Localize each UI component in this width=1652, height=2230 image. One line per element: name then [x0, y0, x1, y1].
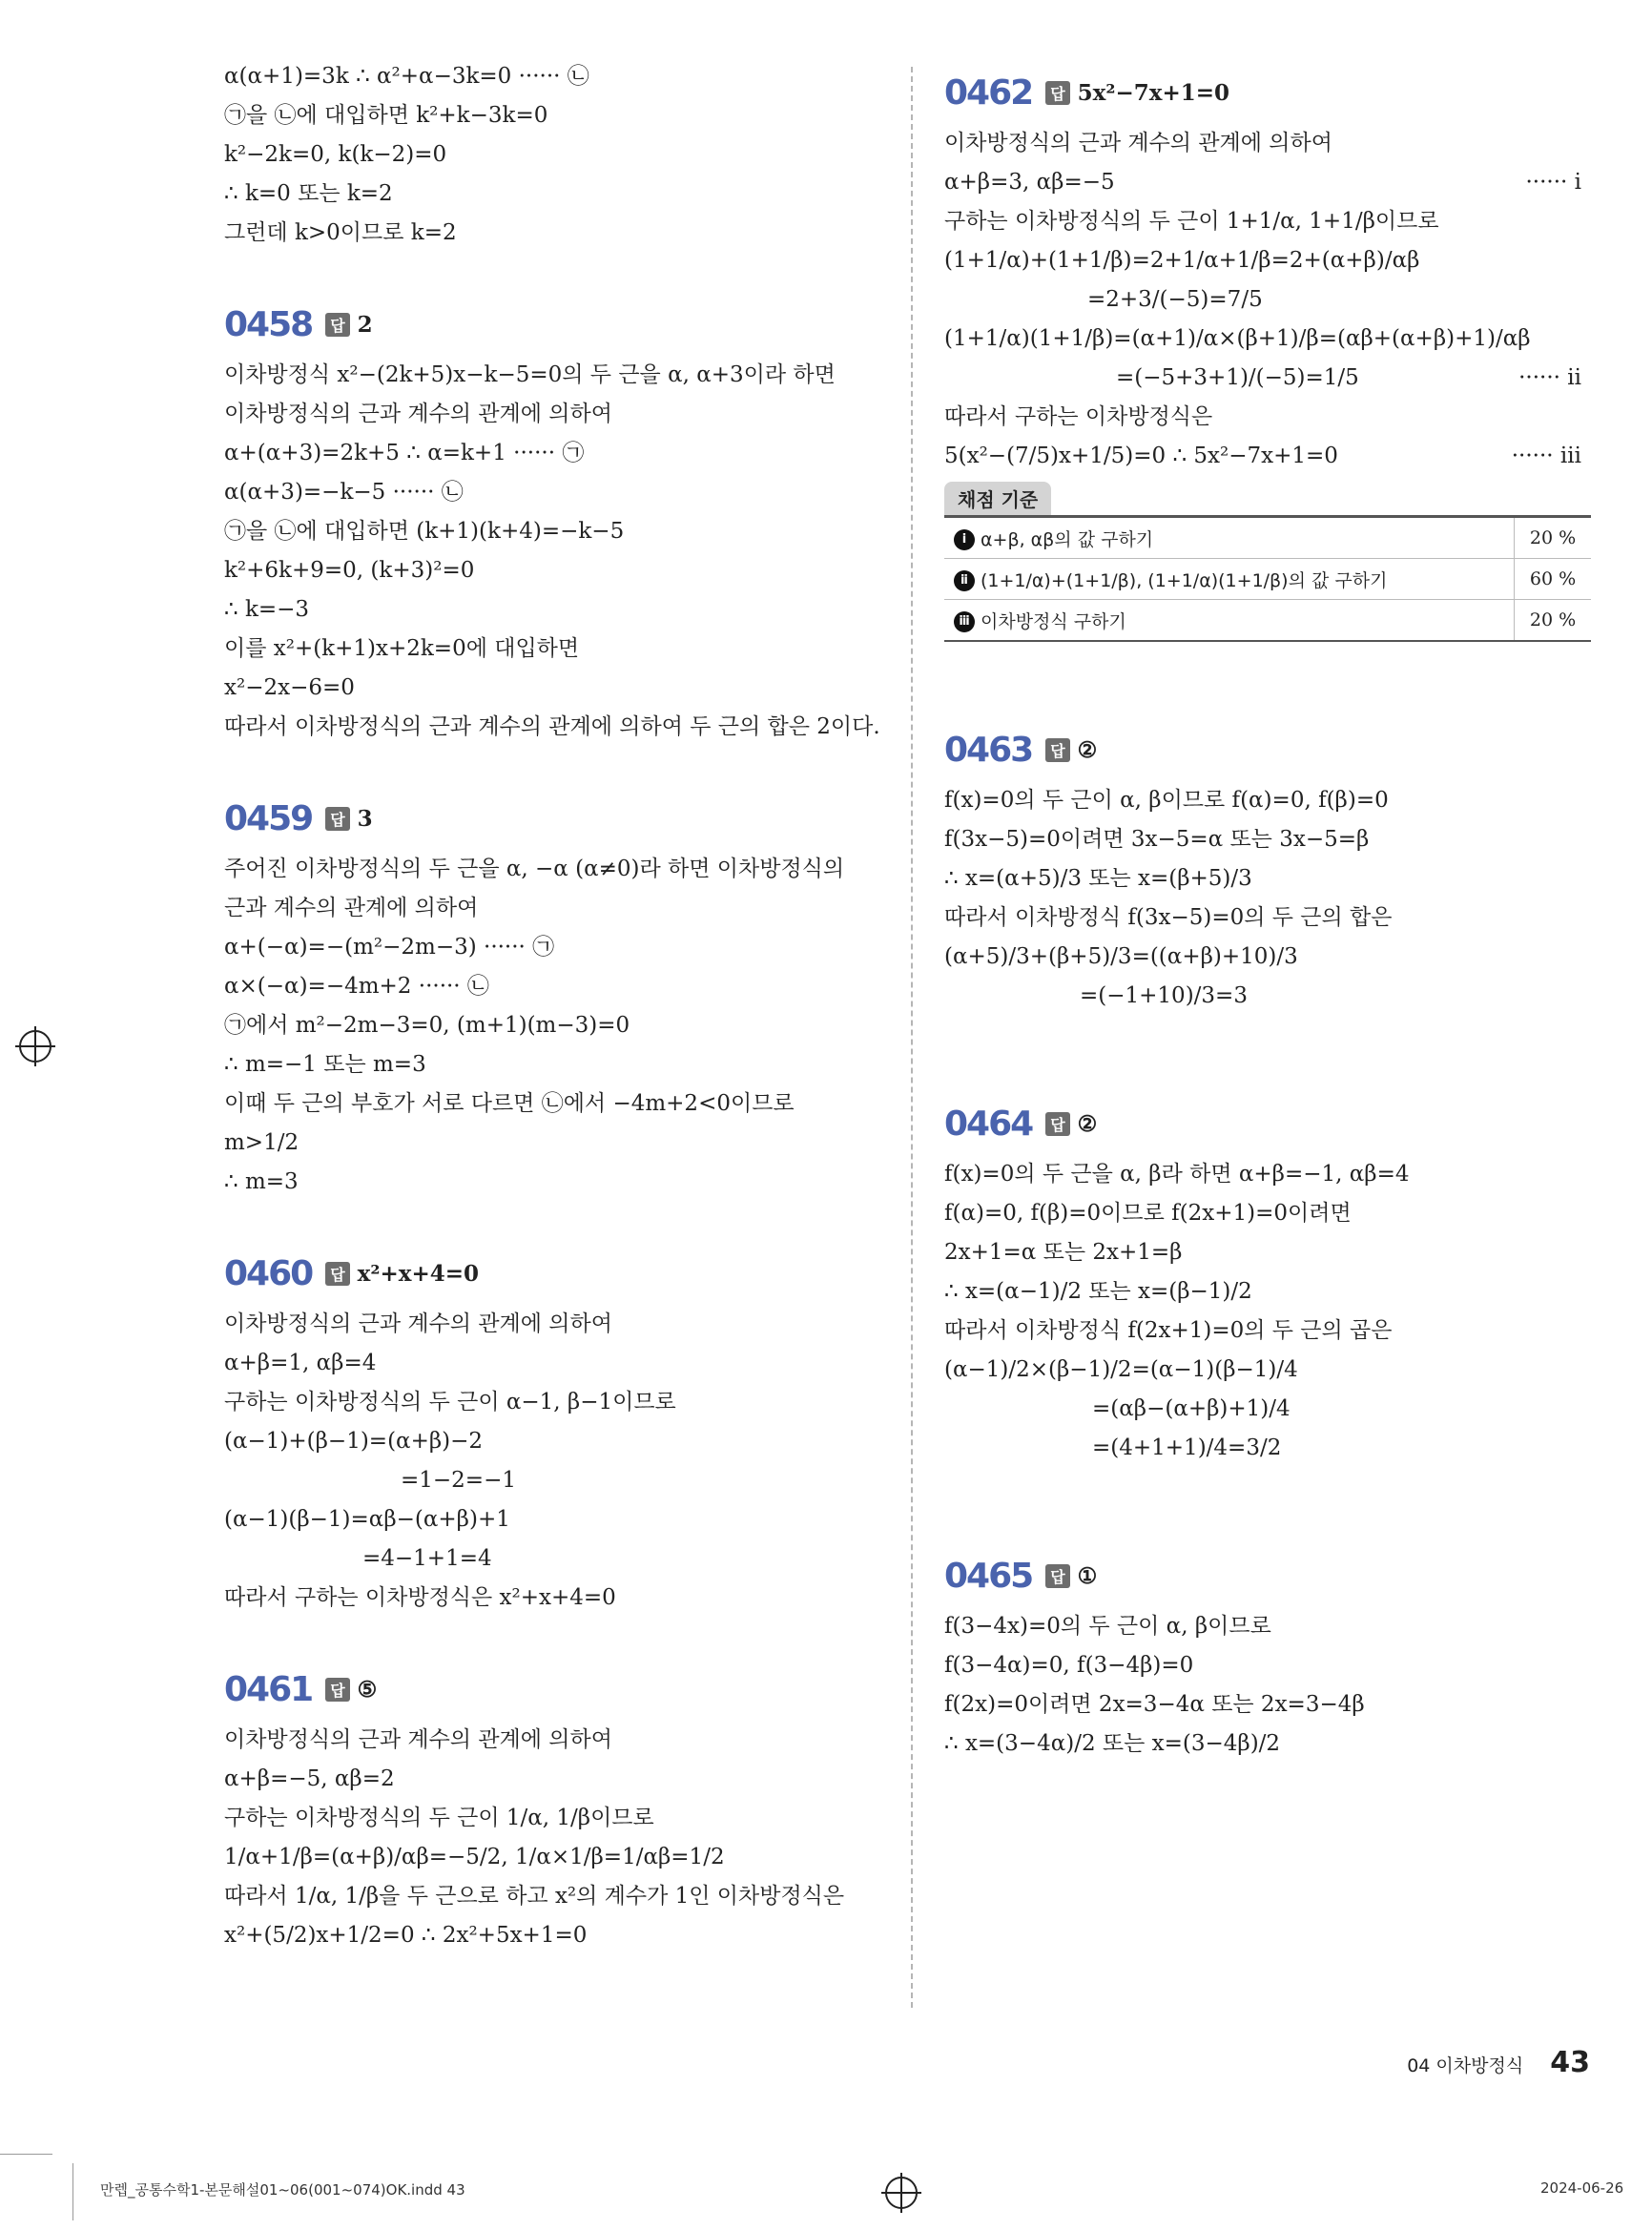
line-text: 이차방정식의 근과 계수의 관계에 의하여 — [224, 1727, 612, 1752]
line-text: f(2x)=0이려면 2x=3−4α 또는 2x=3−4β — [944, 1692, 1365, 1717]
solution-line — [224, 590, 882, 630]
line-text: f(x)=0의 두 근을 α, β라 하면 α+β=−1, αβ=4 — [944, 1162, 1410, 1187]
problem-header — [224, 293, 882, 356]
solution-line — [944, 1607, 1593, 1646]
solution-line — [944, 359, 1593, 398]
solution-line — [224, 1838, 882, 1877]
solution-line — [224, 1422, 882, 1461]
spacer — [944, 678, 1593, 714]
solution-line — [944, 1724, 1593, 1764]
rubric-criterion — [944, 517, 1515, 559]
solution-line — [224, 1163, 882, 1202]
line-text: 따라서 1/α, 1/β을 두 근으로 하고 x²의 계수가 1인 이차방정식은 — [224, 1884, 845, 1909]
spacer — [944, 1504, 1593, 1540]
right-column — [944, 57, 1593, 1764]
solution-line — [224, 1045, 882, 1084]
line-text: =1−2=−1 — [401, 1468, 516, 1493]
rubric-criterion — [944, 600, 1515, 642]
line-text: 주어진 이차방정식의 두 근을 α, −α (α≠0)라 하면 이차방정식의 — [224, 857, 845, 881]
answer-badge: 답 — [1045, 738, 1069, 762]
solution-line — [224, 669, 882, 708]
solution-line — [224, 630, 882, 669]
rubric-table — [944, 515, 1591, 642]
solution-line — [224, 214, 882, 253]
line-text: =(−5+3+1)/(−5)=1/5 — [1116, 365, 1359, 390]
problem-number: 0459 — [224, 798, 313, 838]
line-text: 2x+1=α 또는 2x+1=β — [944, 1240, 1183, 1265]
solution-line — [224, 850, 882, 889]
line-text: ∴ k=−3 — [224, 597, 310, 622]
solution-line — [224, 1579, 882, 1618]
page-number: 43 — [1550, 2046, 1590, 2079]
line-text: k²+6k+9=0, (k+3)²=0 — [224, 558, 475, 583]
step-marker-badge: ⅰ — [954, 529, 975, 550]
solution-line — [224, 96, 882, 135]
solution-line — [224, 967, 882, 1006]
spacer — [224, 1202, 882, 1238]
solution-line — [944, 859, 1593, 898]
line-text: x²+(5/2)x+1/2=0 ∴ 2x²+5x+1=0 — [224, 1923, 588, 1948]
solution-line — [944, 124, 1593, 163]
line-text: 구하는 이차방정식의 두 근이 1+1/α, 1+1/β이므로 — [944, 209, 1439, 234]
line-text: 따라서 이차방정식 f(3x−5)=0의 두 근의 합은 — [944, 905, 1393, 930]
solution-line — [224, 889, 882, 928]
line-text: 그런데 k>0이므로 k=2 — [224, 220, 457, 245]
rubric-title: 채점 기준 — [944, 482, 1051, 515]
spacer — [224, 253, 882, 289]
rubric-criterion — [944, 559, 1515, 600]
solution-line — [224, 1539, 882, 1579]
line-text: =(αβ−(α+β)+1)/4 — [1092, 1396, 1291, 1421]
rubric-percent: 20 % — [1515, 517, 1592, 559]
spacer — [944, 1052, 1593, 1088]
line-text: =4−1+1=4 — [362, 1546, 492, 1571]
line-text: 이차방정식의 근과 계수의 관계에 의하여 — [224, 402, 612, 426]
line-text: ∴ x=(α+5)/3 또는 x=(β+5)/3 — [944, 866, 1252, 891]
line-text: α(α+1)=3k ∴ α²+α−3k=0 ······ ㉡ — [224, 64, 589, 89]
problem-header — [944, 1544, 1593, 1607]
registration-mark — [19, 1030, 52, 1063]
problem-number: 0462 — [944, 72, 1033, 113]
step-marker: ······ ⅰ — [1525, 170, 1581, 195]
solution-line — [224, 1500, 882, 1539]
solution-line — [224, 551, 882, 590]
solution-line — [224, 1461, 882, 1500]
line-text: 구하는 이차방정식의 두 근이 1/α, 1/β이므로 — [224, 1806, 654, 1830]
solution-line — [944, 1351, 1593, 1390]
line-text: ∴ x=(3−4α)/2 또는 x=(3−4β)/2 — [944, 1731, 1281, 1756]
line-text: α+β=1, αβ=4 — [224, 1351, 377, 1375]
solution-line — [224, 1721, 882, 1760]
spacer — [224, 747, 882, 783]
line-text: x²−2x−6=0 — [224, 675, 355, 700]
problem-header — [944, 1092, 1593, 1155]
spacer — [944, 1468, 1593, 1504]
step-marker: ······ ⅲ — [1511, 444, 1581, 468]
problem-header — [224, 1242, 882, 1305]
solution-line — [944, 202, 1593, 241]
problem-number: 0463 — [944, 730, 1033, 770]
line-text: 따라서 이차방정식 f(2x+1)=0의 두 근의 곱은 — [944, 1318, 1393, 1343]
solution-line — [224, 1877, 882, 1916]
rubric-row — [944, 600, 1591, 642]
line-text: α+(−α)=−(m²−2m−3) ······ ㉠ — [224, 935, 555, 960]
solution-line — [224, 473, 882, 512]
answer-badge: 답 — [1045, 81, 1069, 105]
criterion-text: α+β, αβ의 값 구하기 — [981, 528, 1154, 550]
problem-header — [944, 718, 1593, 781]
solution-line — [224, 434, 882, 473]
line-text: 이때 두 근의 부호가 서로 다르면 ㉡에서 −4m+2<0이므로 — [224, 1091, 795, 1116]
line-text: f(x)=0의 두 근이 α, β이므로 f(α)=0, f(β)=0 — [944, 788, 1389, 813]
problem-number: 0458 — [224, 304, 313, 344]
solution-line — [224, 1124, 882, 1163]
line-text: ∴ m=−1 또는 m=3 — [224, 1052, 426, 1077]
line-text: ∴ m=3 — [224, 1169, 299, 1194]
step-marker-badge: ⅲ — [954, 611, 975, 632]
solution-line — [224, 708, 882, 747]
solution-line — [224, 1006, 882, 1045]
solution-line — [944, 320, 1593, 359]
line-text: α(α+3)=−k−5 ······ ㉡ — [224, 480, 464, 505]
solution-line — [944, 898, 1593, 938]
print-date: 2024-06-26 — [1540, 2179, 1624, 2197]
left-column — [224, 57, 882, 1955]
spacer — [944, 1016, 1593, 1052]
rubric-row — [944, 559, 1591, 600]
line-text: ㉠을 ㉡에 대입하면 k²+k−3k=0 — [224, 103, 548, 128]
chapter-label: 04 이차방정식 — [1407, 2055, 1524, 2076]
trim-mark — [0, 2154, 52, 2155]
answer-value: ② — [1077, 736, 1098, 763]
criterion-text: (1+1/α)+(1+1/β), (1+1/α)(1+1/β)의 값 구하기 — [981, 569, 1388, 591]
line-text: 1/α+1/β=(α+β)/αβ=−5/2, 1/α×1/β=1/αβ=1/2 — [224, 1845, 725, 1869]
solution-line — [944, 1646, 1593, 1685]
solution-line — [944, 1194, 1593, 1233]
line-text: ∴ k=0 또는 k=2 — [224, 181, 393, 206]
solution-line — [224, 1084, 882, 1124]
line-text: α+(α+3)=2k+5 ∴ α=k+1 ······ ㉠ — [224, 441, 585, 465]
answer-badge: 답 — [1045, 1112, 1069, 1136]
file-name: 만렙_공통수학1-본문해설01~06(001~074)OK.indd 43 — [100, 2181, 465, 2199]
line-text: ∴ x=(α−1)/2 또는 x=(β−1)/2 — [944, 1279, 1252, 1304]
line-text: 이차방정식의 근과 계수의 관계에 의하여 — [944, 131, 1332, 155]
solution-line — [944, 280, 1593, 320]
solution-line — [944, 938, 1593, 977]
line-text: (α−1)+(β−1)=(α+β)−2 — [224, 1429, 484, 1454]
solution-line — [944, 398, 1593, 437]
solution-line — [944, 241, 1593, 280]
solution-line — [224, 395, 882, 434]
answer-badge: 답 — [325, 1678, 349, 1702]
solution-line — [224, 135, 882, 175]
line-text: 따라서 구하는 이차방정식은 — [944, 404, 1213, 429]
answer-badge: 답 — [325, 1262, 349, 1286]
solution-line — [944, 1272, 1593, 1311]
line-text: f(3x−5)=0이려면 3x−5=α 또는 3x−5=β — [944, 827, 1370, 852]
step-marker: ······ ⅱ — [1518, 365, 1581, 390]
line-text: 5(x²−(7/5)x+1/5)=0 ∴ 5x²−7x+1=0 — [944, 444, 1338, 468]
page-footer — [1407, 2046, 1590, 2079]
line-text: α+β=−5, αβ=2 — [224, 1766, 395, 1791]
line-text: (1+1/α)+(1+1/β)=2+1/α+1/β=2+(α+β)/αβ — [944, 248, 1420, 273]
solution-line — [944, 781, 1593, 820]
problem-header — [224, 1658, 882, 1721]
answer-badge: 답 — [325, 313, 349, 337]
line-text: =2+3/(−5)=7/5 — [1087, 287, 1263, 312]
rubric-row — [944, 517, 1591, 559]
criterion-text: 이차방정식 구하기 — [981, 610, 1126, 632]
line-text: 따라서 구하는 이차방정식은 x²+x+4=0 — [224, 1585, 616, 1610]
solution-line — [224, 1916, 882, 1955]
solution-line — [944, 820, 1593, 859]
answer-value: 2 — [357, 311, 373, 338]
line-text: 근과 계수의 관계에 의하여 — [224, 896, 479, 920]
line-text: (α−1)(β−1)=αβ−(α+β)+1 — [224, 1507, 510, 1532]
answer-value: ① — [1077, 1562, 1098, 1589]
scoring-rubric — [944, 476, 1593, 642]
rubric-percent: 20 % — [1515, 600, 1592, 642]
answer-value: 5x²−7x+1=0 — [1077, 79, 1229, 106]
line-text: 이를 x²+(k+1)x+2k=0에 대입하면 — [224, 636, 580, 661]
answer-value: ② — [1077, 1110, 1098, 1137]
line-text: (1+1/α)(1+1/β)=(α+1)/α×(β+1)/β=(αβ+(α+β)+1)/αβ — [944, 326, 1531, 351]
spacer — [944, 642, 1593, 678]
rubric-percent: 60 % — [1515, 559, 1592, 600]
solution-line — [224, 1344, 882, 1383]
problem-number: 0465 — [944, 1556, 1033, 1596]
solution-line — [944, 1311, 1593, 1351]
registration-mark — [885, 2177, 918, 2209]
solution-line — [944, 1685, 1593, 1724]
line-text: m>1/2 — [224, 1130, 299, 1155]
solution-line — [944, 1155, 1593, 1194]
line-text: α+β=3, αβ=−5 — [944, 170, 1115, 195]
solution-line — [224, 512, 882, 551]
line-text: ㉠에서 m²−2m−3=0, (m+1)(m−3)=0 — [224, 1013, 630, 1038]
solution-line — [224, 356, 882, 395]
answer-value: 3 — [357, 805, 373, 832]
solution-line — [944, 1429, 1593, 1468]
problem-header — [224, 787, 882, 850]
spacer — [224, 1618, 882, 1654]
solution-line — [224, 1383, 882, 1422]
answer-badge: 답 — [325, 807, 349, 831]
problem-header — [944, 61, 1593, 124]
step-marker-badge: ⅱ — [954, 570, 975, 591]
problem-number: 0464 — [944, 1104, 1033, 1144]
solution-line — [224, 175, 882, 214]
line-text: f(3−4x)=0의 두 근이 α, β이므로 — [944, 1614, 1271, 1639]
solution-line — [944, 163, 1593, 202]
problem-number: 0460 — [224, 1253, 313, 1293]
answer-value: ⑤ — [357, 1676, 378, 1703]
line-text: =(−1+10)/3=3 — [1080, 983, 1248, 1008]
line-text: (α−1)/2×(β−1)/2=(α−1)(β−1)/4 — [944, 1357, 1298, 1382]
solution-line — [224, 57, 882, 96]
solution-line — [224, 1305, 882, 1344]
solution-line — [224, 928, 882, 967]
line-text: f(α)=0, f(β)=0이므로 f(2x+1)=0이려면 — [944, 1201, 1352, 1226]
solution-line — [944, 1390, 1593, 1429]
problem-number: 0461 — [224, 1669, 313, 1709]
line-text: 이차방정식의 근과 계수의 관계에 의하여 — [224, 1311, 612, 1336]
solution-line — [944, 977, 1593, 1016]
answer-badge: 답 — [1045, 1564, 1069, 1588]
solution-line — [224, 1799, 882, 1838]
trim-mark — [72, 2163, 73, 2220]
solution-line — [944, 437, 1593, 476]
line-text: =(4+1+1)/4=3/2 — [1092, 1435, 1282, 1460]
answer-value: x²+x+4=0 — [357, 1260, 479, 1287]
line-text: ㉠을 ㉡에 대입하면 (k+1)(k+4)=−k−5 — [224, 519, 625, 544]
line-text: 구하는 이차방정식의 두 근이 α−1, β−1이므로 — [224, 1390, 676, 1414]
line-text: 이차방정식 x²−(2k+5)x−k−5=0의 두 근을 α, α+3이라 하면 — [224, 362, 836, 387]
column-divider — [911, 67, 913, 2008]
line-text: k²−2k=0, k(k−2)=0 — [224, 142, 447, 167]
solution-line — [224, 1760, 882, 1799]
line-text: α×(−α)=−4m+2 ······ ㉡ — [224, 974, 489, 999]
line-text: (α+5)/3+(β+5)/3=((α+β)+10)/3 — [944, 944, 1298, 969]
line-text: f(3−4α)=0, f(3−4β)=0 — [944, 1653, 1194, 1678]
solution-line — [944, 1233, 1593, 1272]
line-text: 따라서 이차방정식의 근과 계수의 관계에 의하여 두 근의 합은 2이다. — [224, 714, 880, 739]
